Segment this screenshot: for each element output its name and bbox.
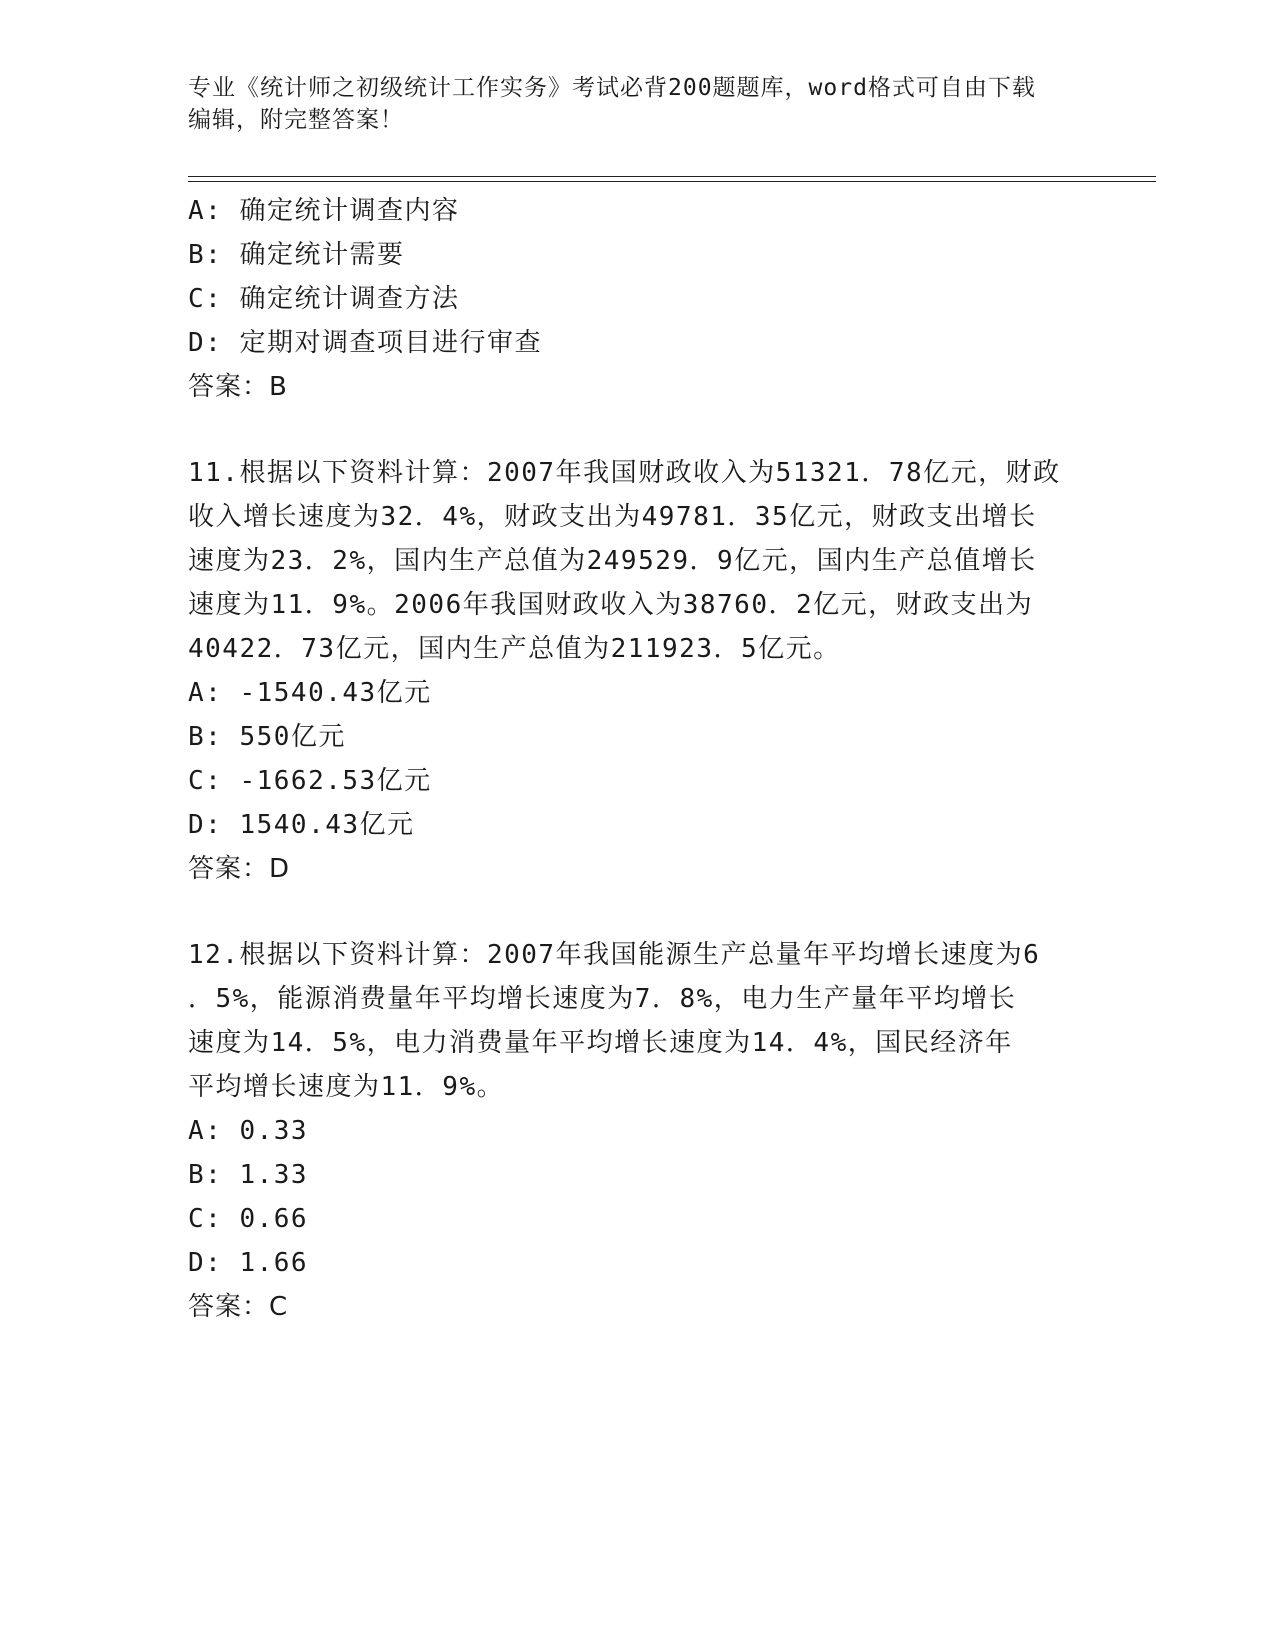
- q12-option-c: C: 0.66: [188, 1204, 309, 1234]
- q12-stem-line: ．5%，能源消费量年平均增长速度为7．8%，电力生产量年平均增长: [188, 984, 1017, 1014]
- q10-option-b: B: 确定统计需要: [188, 240, 405, 270]
- q11-option-c: C: -1662.53亿元: [188, 766, 432, 796]
- header-title-line2: 编辑，附完整答案！: [188, 107, 404, 133]
- q11-stem-line: 速度为23．2%，国内生产总值为249529．9亿元，国内生产总值增长: [188, 546, 1037, 576]
- document-header: [188, 72, 1088, 136]
- q11-stem-line: 11.根据以下资料计算：2007年我国财政收入为51321．78亿元，财政: [188, 458, 1061, 488]
- q11-option-b: B: 550亿元: [188, 722, 346, 752]
- q12-stem-line: 平均增长速度为11．9%。: [188, 1072, 505, 1102]
- q10-answer: 答案：B: [188, 372, 288, 402]
- q12-option-b: B: 1.33: [188, 1160, 309, 1190]
- q11-stem-line: 收入增长速度为32．4%，财政支出为49781．35亿元，财政支出增长: [188, 502, 1037, 532]
- header-divider-bottom: [188, 181, 1156, 182]
- q11-option-d: D: 1540.43亿元: [188, 810, 415, 840]
- q12-option-d: D: 1.66: [188, 1248, 309, 1278]
- q10-option-d: D: 定期对调查项目进行审查: [188, 328, 542, 358]
- q11-answer: 答案：D: [188, 854, 291, 884]
- q12-stem-line: 12.根据以下资料计算：2007年我国能源生产总量年平均增长速度为6: [188, 940, 1041, 970]
- q11-stem-line: 速度为11．9%。2006年我国财政收入为38760．2亿元，财政支出为: [188, 590, 1034, 620]
- q12-answer: 答案：C: [188, 1292, 289, 1322]
- q11-stem-line: 40422．73亿元，国内生产总值为211923．5亿元。: [188, 634, 841, 664]
- header-divider-top: [188, 176, 1156, 177]
- q10-option-a: A: 确定统计调查内容: [188, 196, 460, 226]
- q12-stem-line: 速度为14．5%，电力消费量年平均增长速度为14．4%，国民经济年: [188, 1028, 1013, 1058]
- header-title-line1: 专业《统计师之初级统计工作实务》考试必背200题题库，word格式可自由下载: [188, 75, 1036, 101]
- q12-option-a: A: 0.33: [188, 1116, 309, 1146]
- q10-option-c: C: 确定统计调查方法: [188, 284, 460, 314]
- q11-option-a: A: -1540.43亿元: [188, 678, 432, 708]
